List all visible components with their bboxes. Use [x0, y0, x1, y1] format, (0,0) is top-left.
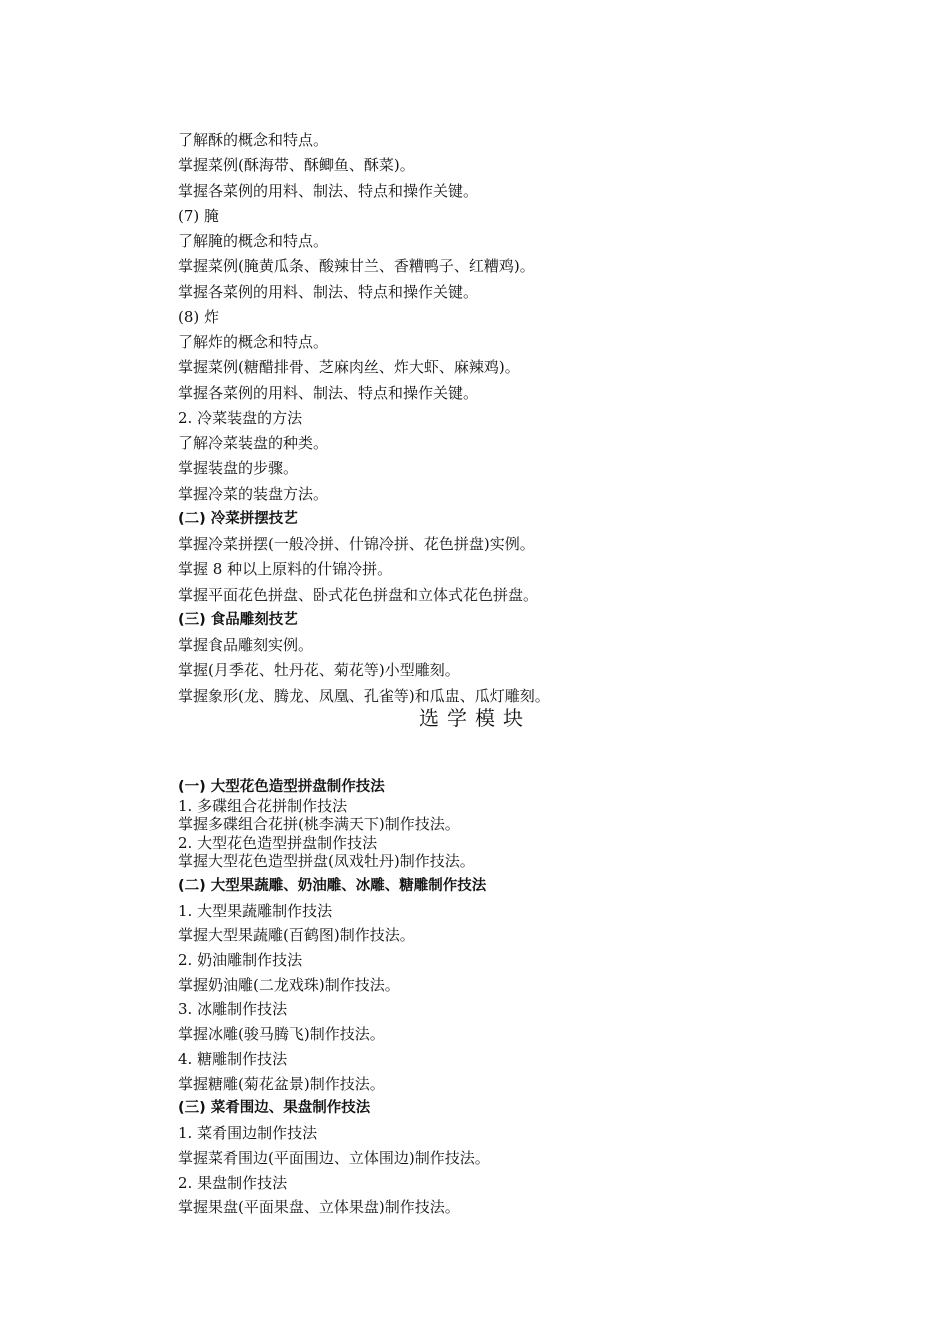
section-heading: (三) 食品雕刻技艺 [178, 612, 298, 628]
text-line: 掌握(月季花、牡丹花、菊花等)小型雕刻。 [178, 661, 460, 679]
text-line: 掌握冰雕(骏马腾飞)制作技法。 [178, 1025, 385, 1043]
text-line: 掌握各菜例的用料、制法、特点和操作关键。 [178, 182, 479, 200]
text-line: 掌握糖雕(菊花盆景)制作技法。 [178, 1075, 385, 1093]
subsection-heading: (7) 腌 [178, 207, 220, 225]
subsection-heading: 2. 冷菜装盘的方法 [178, 409, 303, 427]
subsection-heading: 2. 大型花色造型拼盘制作技法 [178, 834, 378, 852]
text-line: 掌握冷菜的装盘方法。 [178, 485, 329, 503]
text-line: 掌握装盘的步骤。 [178, 459, 299, 477]
text-line: 了解腌的概念和特点。 [178, 232, 329, 250]
subsection-heading: 3. 冰雕制作技法 [178, 1000, 288, 1018]
text-line: 掌握菜例(腌黄瓜条、酸辣甘兰、香糟鸭子、红糟鸡)。 [178, 257, 535, 275]
subsection-heading: 2. 果盘制作技法 [178, 1174, 288, 1192]
text-line: 掌握多碟组合花拼(桃李满天下)制作技法。 [178, 815, 460, 833]
text-line: 掌握果盘(平面果盘、立体果盘)制作技法。 [178, 1198, 460, 1216]
text-line: 了解炸的概念和特点。 [178, 333, 329, 351]
text-line: 掌握菜例(糖醋排骨、芝麻肉丝、炸大虾、麻辣鸡)。 [178, 358, 520, 376]
section-heading: (三) 菜肴围边、果盘制作技法 [178, 1100, 371, 1116]
section-heading: (二) 大型果蔬雕、奶油雕、冰雕、糖雕制作技法 [178, 878, 487, 894]
text-line: 掌握各菜例的用料、制法、特点和操作关键。 [178, 384, 479, 402]
text-line: 掌握 8 种以上原料的什锦冷拼。 [178, 560, 393, 578]
subsection-heading: 1. 多碟组合花拼制作技法 [178, 797, 348, 815]
text-line: 掌握菜肴围边(平面围边、立体围边)制作技法。 [178, 1149, 490, 1167]
subsection-heading: 1. 大型果蔬雕制作技法 [178, 902, 333, 920]
text-line: 掌握冷菜拼摆(一般冷拼、什锦冷拼、花色拼盘)实例。 [178, 535, 535, 553]
text-line: 掌握各菜例的用料、制法、特点和操作关键。 [178, 283, 479, 301]
section-heading: (一) 大型花色造型拼盘制作技法 [178, 779, 385, 795]
text-line: 掌握菜例(酥海带、酥鲫鱼、酥菜)。 [178, 156, 415, 174]
text-line: 掌握大型花色造型拼盘(凤戏牡丹)制作技法。 [178, 852, 475, 870]
subsection-heading: 4. 糖雕制作技法 [178, 1050, 288, 1068]
text-line: 掌握象形(龙、腾龙、凤凰、孔雀等)和瓜盅、瓜灯雕刻。 [178, 687, 550, 705]
subsection-heading: 2. 奶油雕制作技法 [178, 951, 303, 969]
text-line: 了解冷菜装盘的种类。 [178, 434, 329, 452]
text-line: 掌握食品雕刻实例。 [178, 636, 314, 654]
section-heading: (二) 冷菜拼摆技艺 [178, 511, 298, 527]
section-title: 选学模块 [419, 706, 531, 730]
subsection-heading: (8) 炸 [178, 308, 220, 326]
text-line: 掌握平面花色拼盘、卧式花色拼盘和立体式花色拼盘。 [178, 586, 539, 604]
text-line: 掌握大型果蔬雕(百鹤图)制作技法。 [178, 926, 415, 944]
text-line: 掌握奶油雕(二龙戏珠)制作技法。 [178, 976, 400, 994]
text-line: 了解酥的概念和特点。 [178, 131, 329, 149]
subsection-heading: 1. 菜肴围边制作技法 [178, 1124, 318, 1142]
